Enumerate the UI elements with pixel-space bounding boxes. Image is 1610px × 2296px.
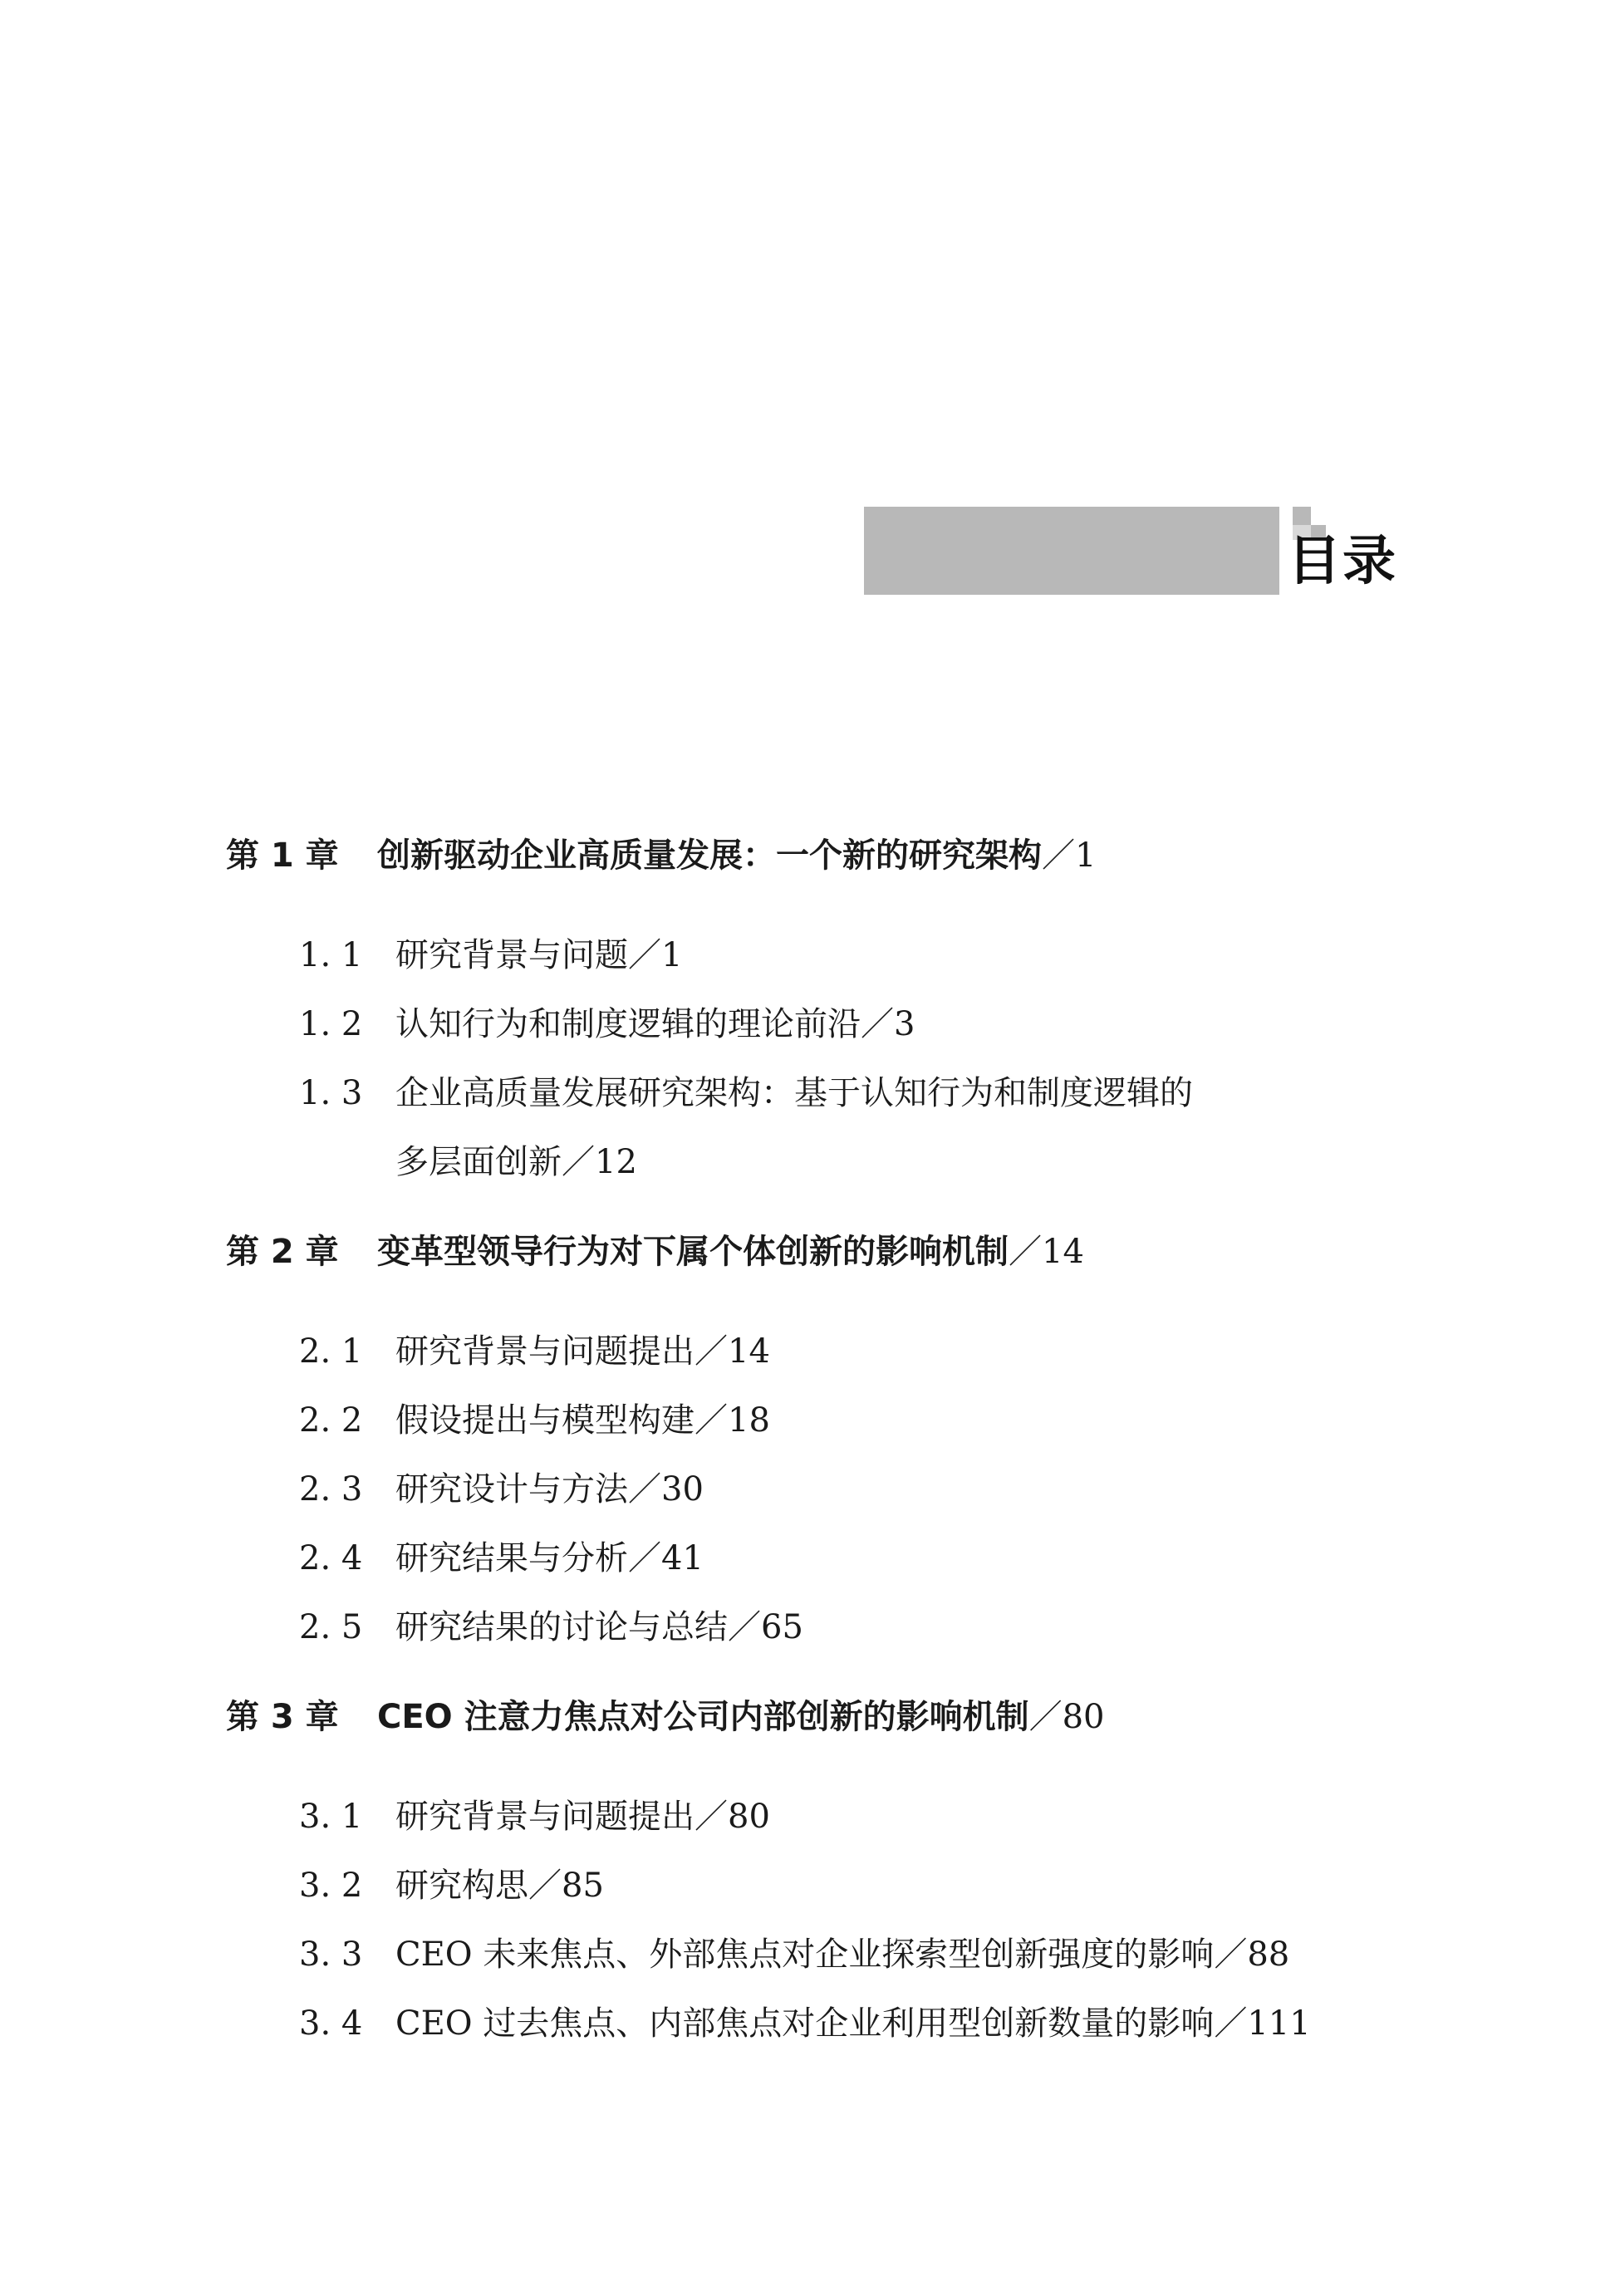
section-title: 研究背景与问题	[395, 936, 628, 974]
section-page: 111	[1247, 2004, 1311, 2043]
section-number: 1. 3	[299, 1074, 363, 1112]
section-title: 企业高质量发展研究架构：基于认知行为和制度逻辑的	[395, 1074, 1193, 1112]
section-entry[interactable]	[226, 1999, 1406, 2048]
section-page: 41	[661, 1539, 704, 1577]
chapter-number: 第 2 章	[226, 1233, 339, 1271]
section-page: 85	[562, 1867, 604, 1905]
page-separator: ／	[861, 1005, 894, 1043]
section-entry[interactable]	[226, 1533, 1406, 1583]
section-title: 研究结果的讨论与总结	[395, 1608, 728, 1646]
section-number: 2. 3	[299, 1470, 363, 1509]
chapter-2-heading[interactable]	[226, 1227, 1406, 1277]
section-number: 3. 1	[299, 1798, 363, 1836]
section-page: 18	[728, 1401, 770, 1440]
section-entry[interactable]	[226, 1396, 1406, 1445]
section-number: 2. 5	[299, 1608, 363, 1646]
page-separator: ／	[1009, 1233, 1042, 1271]
page-separator: ／	[695, 1798, 728, 1836]
chapter-2-sections	[226, 1327, 1406, 1652]
chapter-title: 变革型领导行为对下属个体创新的影响机制	[377, 1233, 1009, 1271]
page-separator: ／	[1214, 2004, 1248, 2043]
decor-square	[1293, 507, 1311, 525]
section-title-cont-text: 多层面创新	[395, 1143, 562, 1181]
table-of-contents	[226, 831, 1406, 2088]
page-separator: ／	[562, 1143, 595, 1181]
page-separator: ／	[628, 1539, 661, 1577]
section-page: 12	[595, 1143, 637, 1181]
section-page: 14	[728, 1332, 770, 1371]
section-number: 3. 4	[299, 2004, 363, 2043]
page-separator: ／	[628, 1470, 661, 1509]
chapter-title: CEO 注意力焦点对公司内部创新的影响机制	[377, 1698, 1029, 1736]
chapter-page: 80	[1062, 1698, 1105, 1736]
section-entry[interactable]	[226, 930, 1406, 980]
chapter-page: 14	[1042, 1233, 1084, 1271]
page-separator: ／	[695, 1401, 728, 1440]
chapter-3-sections	[226, 1792, 1406, 2048]
section-entry[interactable]	[226, 1861, 1406, 1911]
section-title: CEO 过去焦点、内部焦点对企业利用型创新数量的影响	[395, 2004, 1215, 2043]
chapter-page: 1	[1075, 836, 1097, 875]
section-number: 2. 2	[299, 1401, 363, 1440]
section-number: 2. 1	[299, 1332, 363, 1371]
title-decor-bar	[864, 507, 1279, 595]
chapter-3-heading[interactable]	[226, 1692, 1406, 1742]
section-title: 研究构思	[395, 1867, 528, 1905]
section-entry[interactable]	[226, 999, 1406, 1049]
chapter-number: 第 1 章	[226, 836, 339, 875]
page-separator: ／	[1042, 836, 1075, 875]
section-title-continuation	[299, 1137, 1406, 1187]
section-title: 研究背景与问题提出	[395, 1798, 695, 1836]
section-title: 研究设计与方法	[395, 1470, 628, 1509]
page-separator: ／	[528, 1867, 562, 1905]
section-page: 1	[661, 936, 683, 974]
section-number: 2. 4	[299, 1539, 363, 1577]
section-page: 80	[728, 1798, 770, 1836]
chapter-1-heading[interactable]	[226, 831, 1406, 881]
section-title: 研究背景与问题提出	[395, 1332, 695, 1371]
section-entry[interactable]	[226, 1068, 1406, 1187]
chapter-number: 第 3 章	[226, 1698, 339, 1736]
section-number: 3. 3	[299, 1935, 363, 1974]
page-separator: ／	[1214, 1935, 1248, 1974]
section-entry[interactable]	[226, 1930, 1406, 1980]
section-entry[interactable]	[226, 1792, 1406, 1842]
section-page: 65	[761, 1608, 803, 1646]
chapter-title: 创新驱动企业高质量发展：一个新的研究架构	[377, 836, 1042, 875]
section-page: 3	[894, 1005, 915, 1043]
page-separator: ／	[1028, 1698, 1063, 1736]
section-page: 30	[661, 1470, 704, 1509]
section-title: 研究结果与分析	[395, 1539, 628, 1577]
section-number: 1. 2	[299, 1005, 363, 1043]
section-title: 假设提出与模型构建	[395, 1401, 695, 1440]
section-entry[interactable]	[226, 1327, 1406, 1376]
section-number: 1. 1	[299, 936, 363, 974]
page-title: 目录	[1288, 531, 1397, 592]
page-separator: ／	[628, 936, 661, 974]
section-title: 认知行为和制度逻辑的理论前沿	[395, 1005, 861, 1043]
page-separator: ／	[695, 1332, 728, 1371]
section-title: CEO 未来焦点、外部焦点对企业探索型创新强度的影响	[395, 1935, 1215, 1974]
section-entry[interactable]	[226, 1464, 1406, 1514]
chapter-1-sections	[226, 930, 1406, 1187]
page-separator: ／	[728, 1608, 761, 1646]
section-number: 3. 2	[299, 1867, 363, 1905]
section-entry[interactable]	[226, 1602, 1406, 1652]
section-page: 88	[1247, 1935, 1290, 1974]
